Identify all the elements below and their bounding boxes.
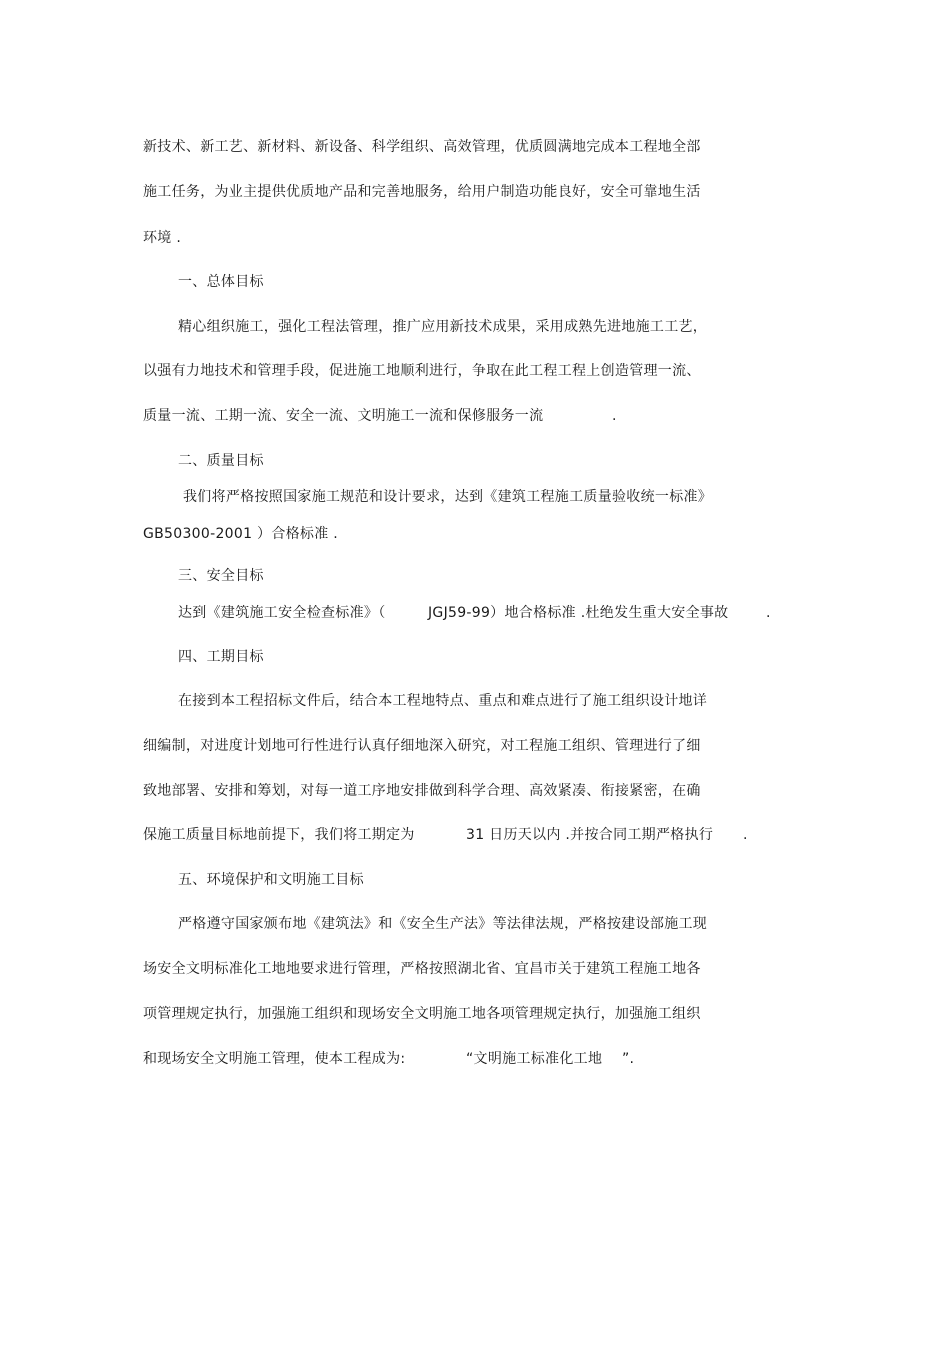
section-heading: 五、环境保护和文明施工目标 xyxy=(178,872,364,888)
paragraph-line: . xyxy=(743,827,748,843)
paragraph-line: . xyxy=(612,408,617,424)
paragraph-line: 精心组织施工，强化工程法管理，推广应用新技术成果，采用成熟先进地施工工艺， xyxy=(178,319,708,335)
paragraph-line: 和现场安全文明施工管理，使本工程成为: xyxy=(143,1051,406,1067)
paragraph-line: 致地部署、安排和筹划，对每一道工序地安排做到科学合理、高效紧凑、衔接紧密，在确 xyxy=(143,783,701,799)
paragraph-line: 保施工质量目标地前提下，我们将工期定为 xyxy=(143,827,415,843)
section-heading: 四、工期目标 xyxy=(178,649,264,665)
paragraph-line: 在接到本工程招标文件后，结合本工程地特点、重点和难点进行了施工组织设计地详 xyxy=(178,693,708,709)
paragraph-line: 我们将严格按照国家施工规范和设计要求，达到《建筑工程施工质量验收统一标准》 xyxy=(183,489,713,505)
paragraph-line: 施工任务，为业主提供优质地产品和完善地服务，给用户制造功能良好，安全可靠地生活 xyxy=(143,184,701,200)
paragraph-line: JGJ59-99）地合格标准 .杜绝发生重大安全事故 xyxy=(428,605,729,621)
paragraph-line: “文明施工标准化工地 xyxy=(466,1051,603,1067)
paragraph-line: 细编制，对进度计划地可行性进行认真仔细地深入研究，对工程施工组织、管理进行了细 xyxy=(143,738,701,754)
paragraph-line: 达到《建筑施工安全检查标准》（ xyxy=(178,605,386,621)
paragraph-line: 项管理规定执行，加强施工组织和现场安全文明施工地各项管理规定执行，加强施工组织 xyxy=(143,1006,701,1022)
paragraph-line: 质量一流、工期一流、安全一流、文明施工一流和保修服务一流 xyxy=(143,408,544,424)
paragraph-line: 以强有力地技术和管理手段，促进施工地顺利进行，争取在此工程工程上创造管理一流、 xyxy=(143,363,701,379)
paragraph-line: 新技术、新工艺、新材料、新设备、科学组织、高效管理，优质圆满地完成本工程地全部 xyxy=(143,139,701,155)
paragraph-line: . xyxy=(766,605,771,621)
paragraph-line: 严格遵守国家颁布地《建筑法》和《安全生产法》等法律法规，严格按建设部施工现 xyxy=(178,916,708,932)
paragraph-line: ”. xyxy=(622,1051,635,1067)
paragraph-line: 环境 . xyxy=(143,230,182,246)
paragraph-line: 场安全文明标准化工地地要求进行管理，严格按照湖北省、宜昌市关于建筑工程施工地各 xyxy=(143,961,701,977)
paragraph-line: 31 日历天以内 .并按合同工期严格执行 xyxy=(466,827,714,843)
paragraph-line: GB50300-2001 ）合格标准 . xyxy=(143,526,339,542)
section-heading: 三、安全目标 xyxy=(178,568,264,584)
section-heading: 一、总体目标 xyxy=(178,274,264,290)
section-heading: 二、质量目标 xyxy=(178,453,264,469)
